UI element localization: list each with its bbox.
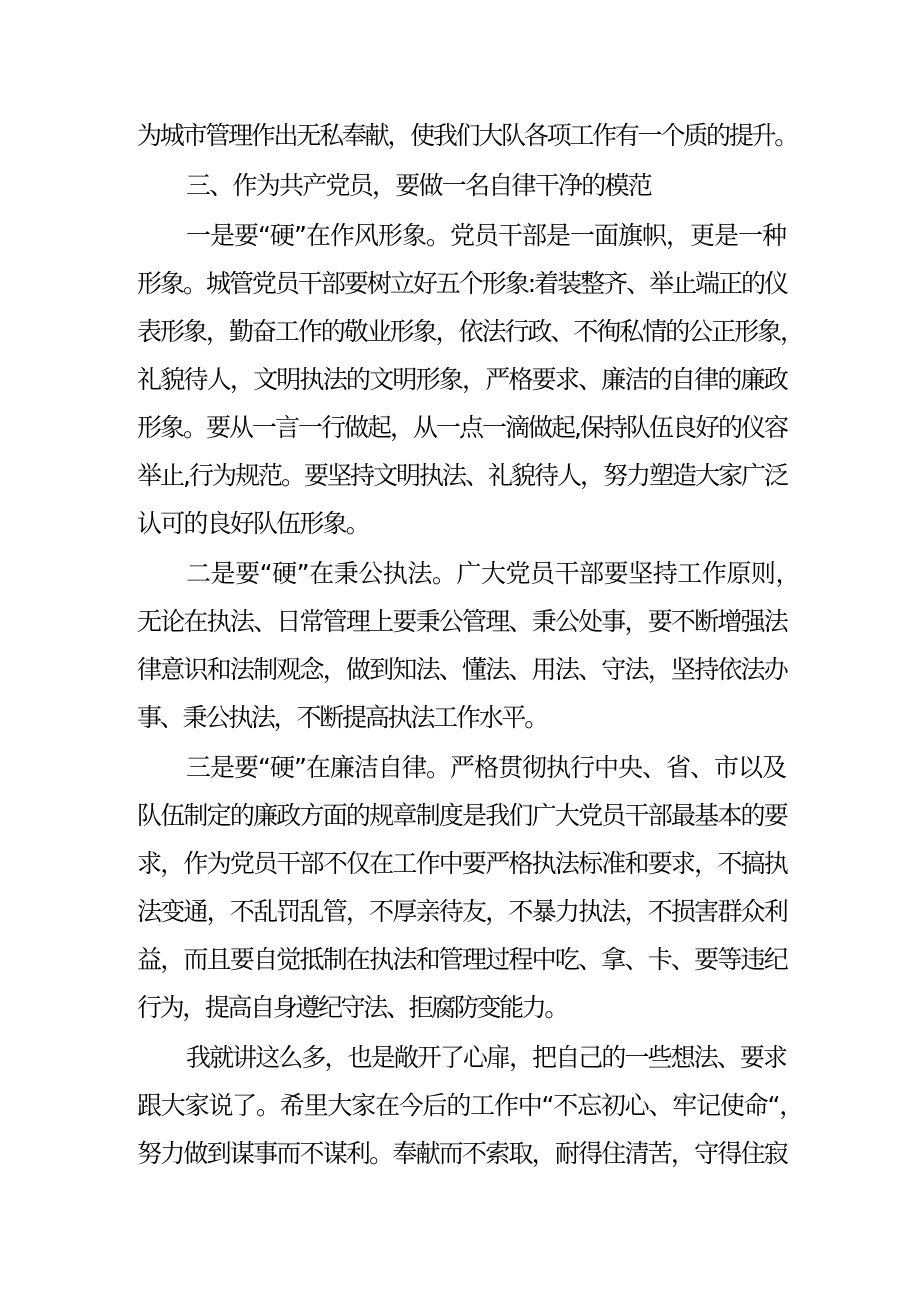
text-line: 我就讲这么多，也是敞开了心扉，把自己的一些想法、要求 [186, 1043, 786, 1072]
text-line: 努力做到谋事而不谋利。奉献而不索取，耐得住清苦，守得住寂 [137, 1139, 787, 1168]
text-line: 二是要“硬”在秉公执法。广大党员干部要坚持工作原则， [186, 559, 800, 588]
text-line: 法变通，不乱罚乱管，不厚亲待友，不暴力执法，不损害群众利 [137, 897, 787, 926]
text-line: 礼貌待人，文明执法的文明形象，严格要求、廉洁的自律的廉政 [137, 365, 787, 394]
text-line: 益，而且要自觉抵制在执法和管理过程中吃、拿、卡、要等违纪 [137, 945, 787, 974]
text-line: 求，作为党员干部不仅在工作中要严格执法标准和要求，不搞执 [137, 849, 787, 878]
section-heading: 三、作为共产党员，要做一名自律干净的模范 [186, 171, 651, 200]
text-line: 表形象，勤奋工作的敬业形象，依法行政、不徇私情的公正形象， [137, 317, 803, 346]
text-line: 形象。要从一言一行做起，从一点一滴做起,保持队伍良好的仪容 [137, 413, 787, 442]
text-line: 举止,行为规范。要坚持文明执法、礼貌待人，努力塑造大家广泛 [137, 461, 787, 490]
text-line: 无论在执法、日常管理上要秉公管理、秉公处事，要不断增强法 [137, 607, 787, 636]
text-line: 一是要“硬”在作风形象。党员干部是一面旗帜，更是一种 [186, 221, 786, 250]
text-line: 三是要“硬”在廉洁自律。严格贯彻执行中央、省、市以及 [186, 753, 786, 782]
text-line: 事、秉公执法，不断提高执法工作水平。 [137, 703, 547, 732]
text-line: 认可的良好队伍形象。 [137, 509, 369, 538]
text-line: 为城市管理作出无私奉献，使我们大队各项工作有一个质的提升。 [137, 121, 797, 150]
text-line: 律意识和法制观念，做到知法、懂法、用法、守法，坚持依法办 [137, 655, 787, 684]
text-line: 行为，提高自身遵纪守法、拒腐防变能力。 [137, 993, 567, 1022]
text-line: 形象。城管党员干部要树立好五个形象:着装整齐、举止端正的仪 [137, 269, 787, 298]
text-line: 队伍制定的廉政方面的规章制度是我们广大党员干部最基本的要 [137, 801, 787, 830]
text-line: 跟大家说了。希里大家在今后的工作中“不忘初心、牢记使命“， [137, 1091, 803, 1120]
